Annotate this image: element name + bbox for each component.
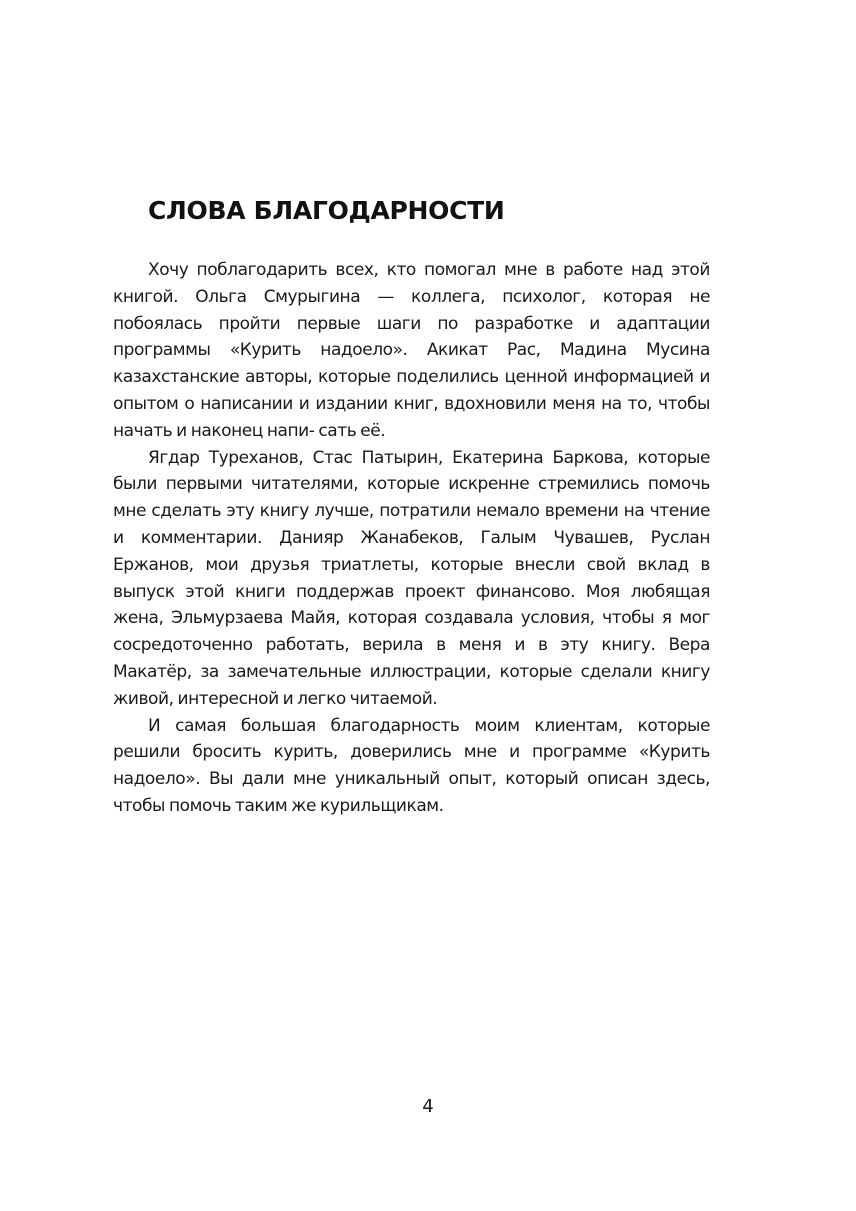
- page-number: 4: [422, 1096, 434, 1117]
- paragraph-3: И самая большая благодарность моим клиентам, которые решили бросить курить, доверились мне и программе «Курить надоело». Вы дали мне уникальный опыт, который описан здесь, чтобы помочь таким же курильщикам.: [113, 715, 710, 816]
- page-title: СЛОВА БЛАГОДАРНОСТИ: [148, 196, 505, 225]
- paragraph-2: Ягдар Туреханов, Стас Патырин, Екатерина Баркова, которые были первыми читателями, которые искренне стремились помочь мне сделать эту книгу лучше, потратили немало времени на чтение и комментарии. Данияр Жанабеков, Галым Чувашев, Руслан Ержанов, мои друзья триатлеты, которые внесли свой вклад в выпуск этой книги поддержав проект финансово. Моя любящая жена, Эльмурзаева Майя, которая создавала условия, чтобы я мог сосредоточенно работать, верила в меня и в эту книгу. Вера Макатёр, за замечательные иллюстрации, которые сделали книгу живой, интересной и легко читаемой.: [113, 447, 710, 709]
- acknowledgements-text: [113, 257, 710, 820]
- paragraph-1: Хочу поблагодарить всех, кто помогал мне в работе над этой книгой. Ольга Смурыгина — коллега, психолог, которая не побоялась пройти первые шаги по разработке и адаптации программы «Курить надоело». Акикат Рас, Мадина Мусина казахстанские авторы, которые поделились ценной информацией и опытом о написании и издании книг, вдохновили меня на то, чтобы начать и наконец напи- сать её.: [113, 260, 710, 441]
